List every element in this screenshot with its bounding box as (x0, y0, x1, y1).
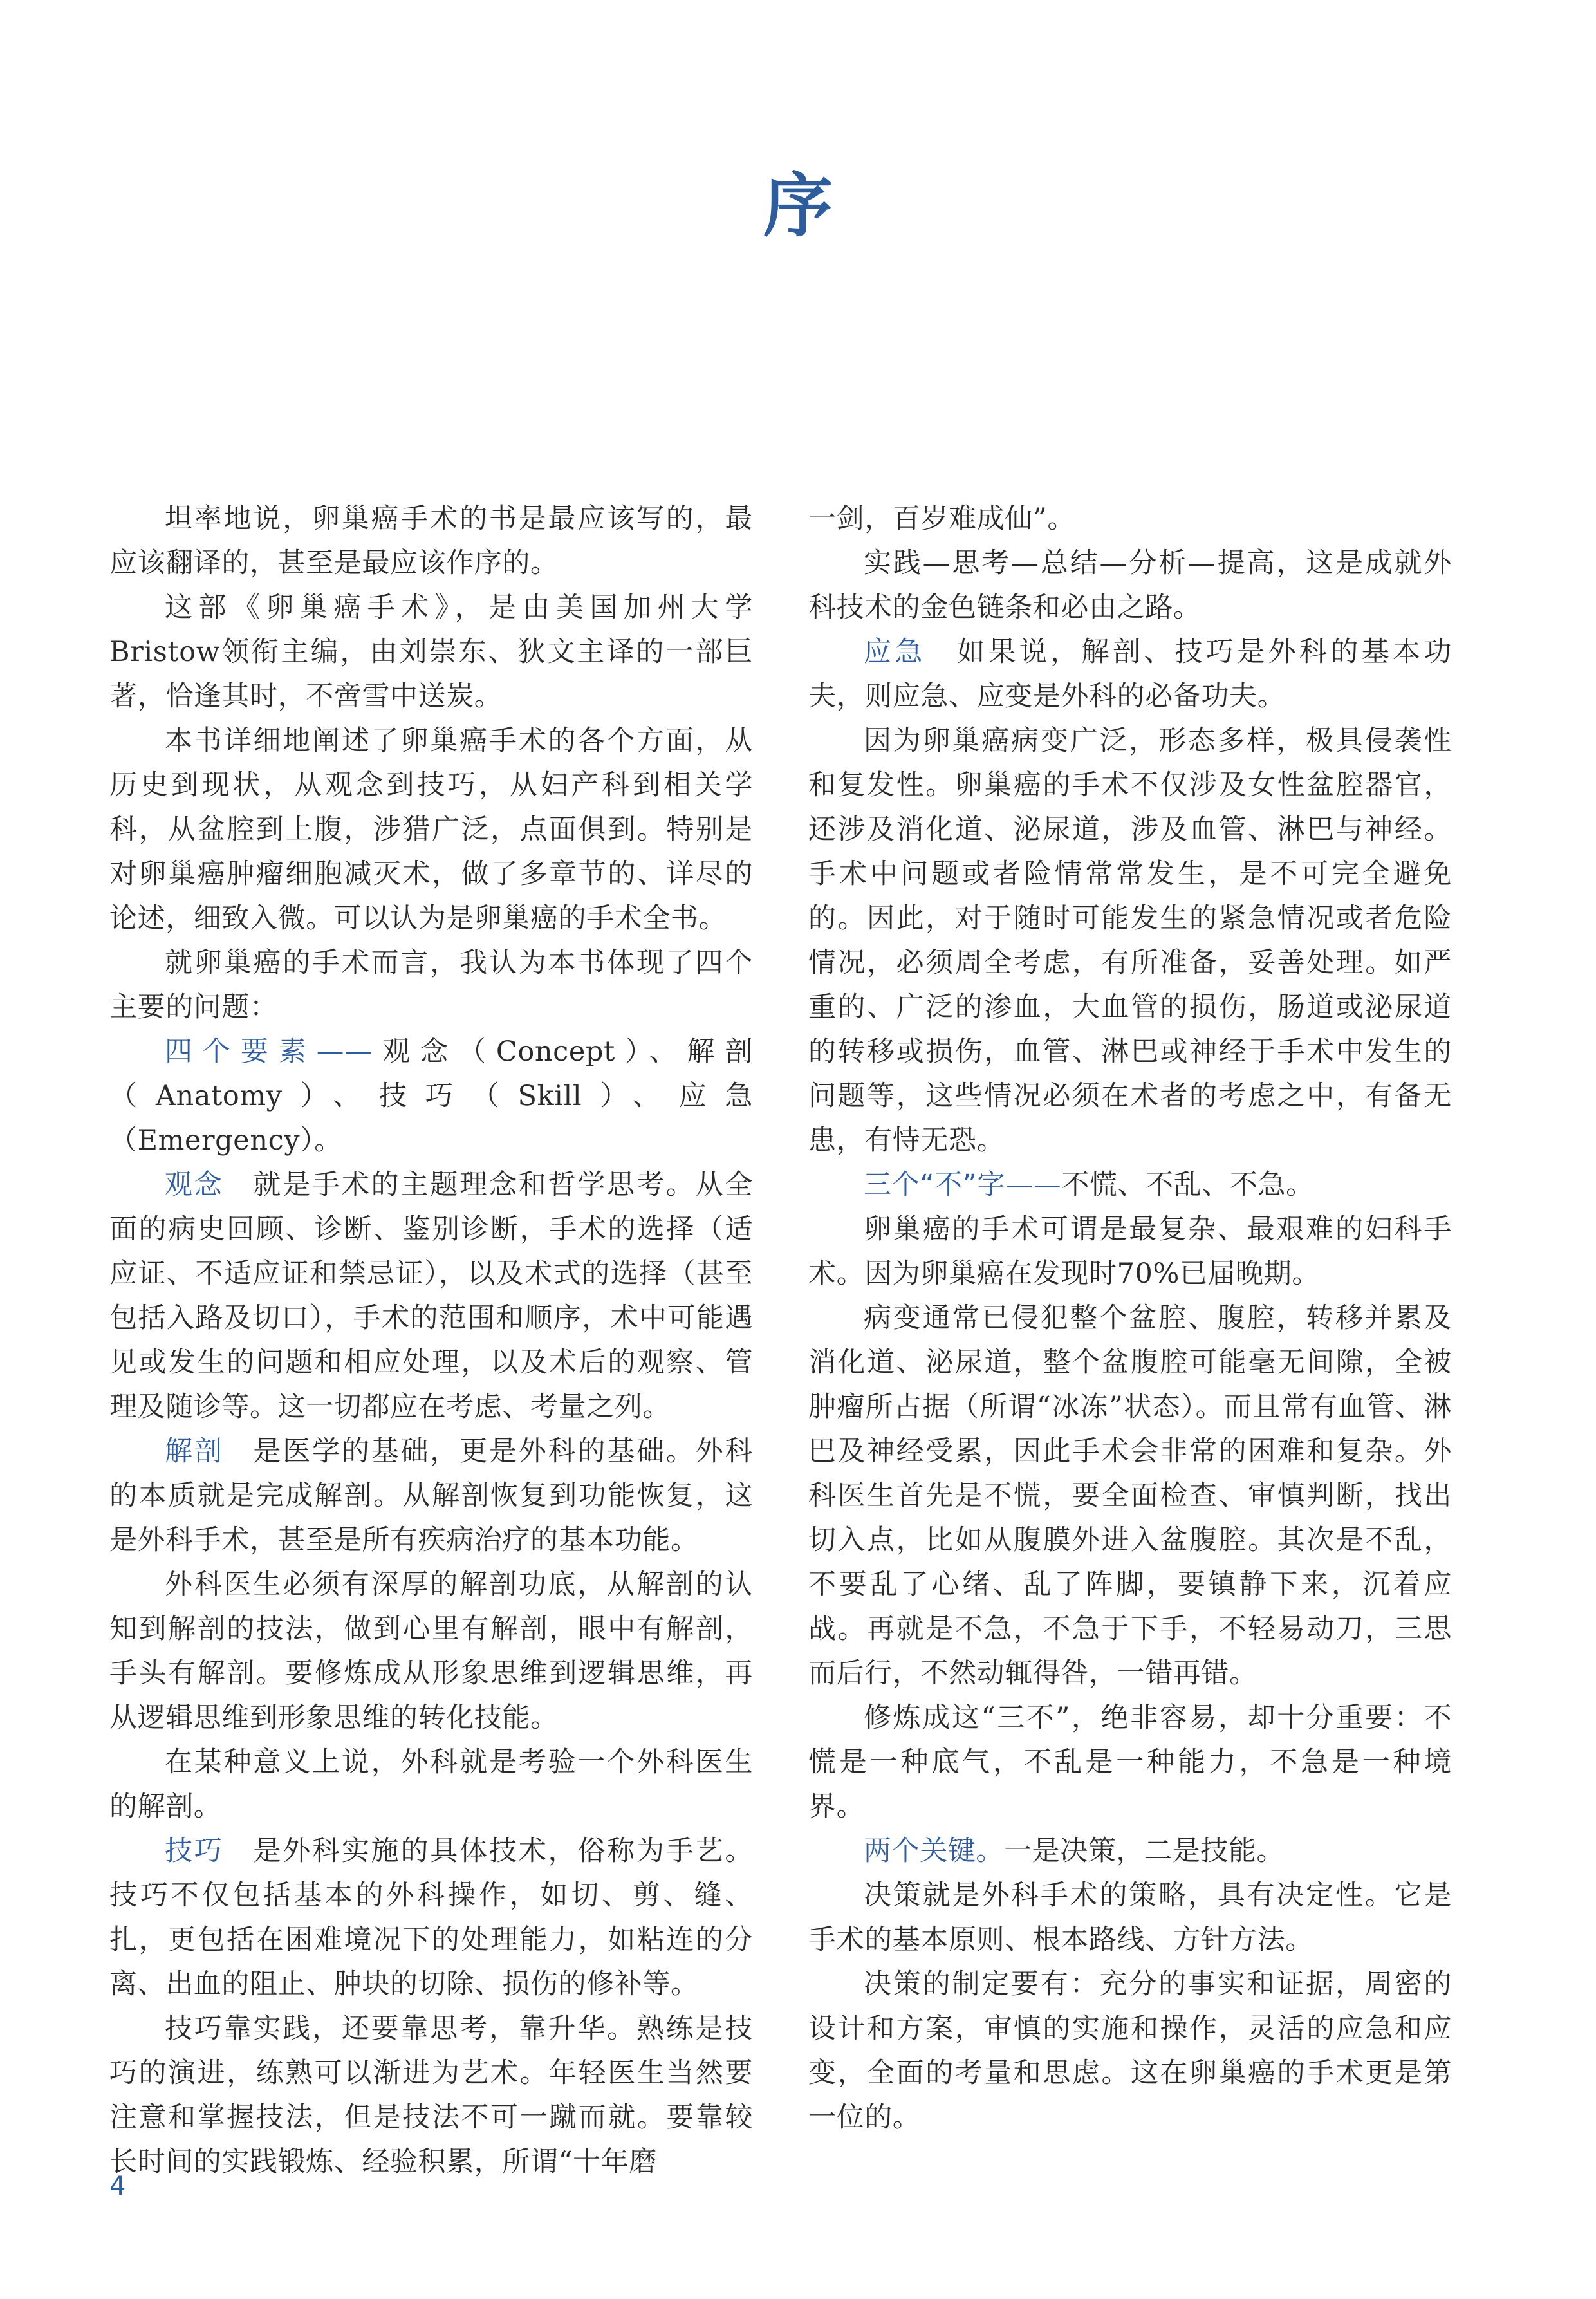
paragraph-text: 就是手术的主题理念和哲学思考。从全面的病史回顾、诊断、鉴别诊断，手术的选择（适应证、不适应证和禁忌证），以及术式的选择（甚至包括入路及切口），手术的范围和顺序，术中可能遇见或发生的问题和相应处理，以及术后的观察、管理及随诊等。这一切都应在考虑、考量之列。 (109, 1169, 753, 1423)
paragraph (109, 1030, 753, 1163)
paragraph (109, 1829, 753, 2007)
paragraph-text: 坦率地说，卵巢癌手术的书是最应该写的，最应该翻译的，甚至是最应该作序的。 (109, 503, 753, 579)
paragraph-text: 外科医生必须有深厚的解剖功底，从解剖的认知到解剖的技法，做到心里有解剖，眼中有解剖，手头有解剖。要修炼成从形象思维到逻辑思维，再从逻辑思维到形象思维的转化技能。 (109, 1568, 753, 1734)
paragraph-text: 实践—思考—总结—分析—提高，这是成就外科技术的金色链条和必由之路。 (808, 547, 1452, 624)
paragraph-text: 病变通常已侵犯整个盆腔、腹腔，转移并累及消化道、泌尿道，整个盆腹腔可能毫无间隙，全被肿瘤所占据（所谓“冰冻”状态）。而且常有血管、淋巴及神经受累，因此手术会非常的困难和复杂。外科医生首先是不慌，要全面检查、审慎判断，找出切入点，比如从腹膜外进入盆腹腔。其次是不乱，不要乱了心绪、乱了阵脚，要镇静下来，沉着应战。再就是不急，不急于下手，不轻易动刀，三思而后行，不然动辄得咎，一错再错。 (808, 1302, 1452, 1689)
paragraph (109, 1563, 753, 1740)
paragraph (808, 1829, 1452, 1874)
paragraph (109, 719, 753, 941)
paragraph-text: 就卵巢癌的手术而言，我认为本书体现了四个主要的问题： (109, 947, 753, 1023)
paragraph (109, 2007, 753, 2184)
paragraph-text: 技巧靠实践，还要靠思考，靠升华。熟练是技巧的演进，练熟可以渐进为艺术。年轻医生当然要注意和掌握技法，但是技法不可一蹴而就。要靠较长时间的实践锻炼、经验积累，所谓“十年磨 (109, 2013, 753, 2178)
paragraph (109, 586, 753, 719)
paragraph (808, 497, 1452, 541)
paragraph (109, 1429, 753, 1563)
paragraph-text: 是医学的基础，更是外科的基础。外科的本质就是完成解剖。从解剖恢复到功能恢复，这是外科手术，甚至是所有疾病治疗的基本功能。 (109, 1435, 753, 1556)
paragraph (808, 1163, 1452, 1207)
paragraph-text: 决策的制定要有：充分的事实和证据，周密的设计和方案，审慎的实施和操作，灵活的应急和应变，全面的考量和思虑。这在卵巢癌的手术更是第一位的。 (808, 1968, 1452, 2134)
section-keyword: 应急 (864, 636, 926, 668)
section-keyword: 四个要素—— (165, 1036, 373, 1068)
section-keyword: 三个“不”字—— (864, 1169, 1062, 1201)
paragraph-text: 一是决策，二是技能。 (1004, 1835, 1285, 1867)
paragraph (808, 1207, 1452, 1296)
section-keyword: 观念 (165, 1169, 224, 1201)
right-column (808, 497, 1452, 2140)
paragraph (109, 1740, 753, 1829)
section-keyword: 解剖 (165, 1435, 224, 1467)
paragraph (808, 1296, 1452, 1696)
paragraph (808, 1962, 1452, 2140)
section-keyword: 技巧 (165, 1835, 224, 1867)
paragraph-text: 如果说，解剖、技巧是外科的基本功夫，则应急、应变是外科的必备功夫。 (808, 636, 1452, 712)
paragraph-text: 决策就是外科手术的策略，具有决定性。它是手术的基本原则、根本路线、方针方法。 (808, 1879, 1452, 1956)
paragraph (808, 719, 1452, 1163)
paragraph (808, 630, 1452, 719)
paragraph-text: 一剑，百岁难成仙”。 (808, 503, 1075, 535)
paragraph (109, 497, 753, 586)
paragraph-text: 因为卵巢癌病变广泛，形态多样，极具侵袭性和复发性。卵巢癌的手术不仅涉及女性盆腔器官，还涉及消化道、泌尿道，涉及血管、淋巴与神经。手术中问题或者险情常常发生，是不可完全避免的。因此，对于随时可能发生的紧急情况或者危险情况，必须周全考虑，有所准备，妥善处理。如严重的、广泛的渗血，大血管的损伤，肠道或泌尿道的转移或损伤，血管、淋巴或神经于手术中发生的问题等，这些情况必须在术者的考虑之中，有备无患，有恃无恐。 (808, 725, 1452, 1157)
paragraph (808, 541, 1452, 630)
paragraph-text: 卵巢癌的手术可谓是最复杂、最艰难的妇科手术。因为卵巢癌在发现时70%已届晚期。 (808, 1213, 1452, 1290)
paragraph-text: 这部《卵巢癌手术》，是由美国加州大学Bristow领衔主编，由刘崇东、狄文主译的一部巨著，恰逢其时，不啻雪中送炭。 (109, 591, 753, 712)
paragraph (109, 1163, 753, 1429)
paragraph-text: 观念（Concept）、解剖（Anatomy）、技巧（Skill）、应急（Emergency）。 (109, 1036, 753, 1157)
section-keyword: 两个关键。 (864, 1835, 1004, 1867)
paragraph-text: 本书详细地阐述了卵巢癌手术的各个方面，从历史到现状，从观念到技巧，从妇产科到相关学科，从盆腔到上腹，涉猎广泛，点面俱到。特别是对卵巢癌肿瘤细胞减灭术，做了多章节的、详尽的论述，细致入微。可以认为是卵巢癌的手术全书。 (109, 725, 753, 935)
paragraph (109, 941, 753, 1030)
page-number: 4 (109, 2172, 126, 2201)
paragraph-text: 是外科实施的具体技术，俗称为手艺。技巧不仅包括基本的外科操作，如切、剪、缝、扎，更包括在困难境况下的处理能力，如粘连的分离、出血的阻止、肿块的切除、损伤的修补等。 (109, 1835, 753, 2000)
paragraph (808, 1696, 1452, 1829)
paragraph (808, 1874, 1452, 1962)
left-column (109, 497, 753, 2184)
paragraph-text: 不慌、不乱、不急。 (1061, 1169, 1314, 1201)
paragraph-text: 修炼成这“三不”，绝非容易，却十分重要：不慌是一种底气，不乱是一种能力，不急是一种境界。 (808, 1702, 1452, 1823)
page-title: 序 (763, 165, 833, 247)
paragraph-text: 在某种意义上说，外科就是考验一个外科医生的解剖。 (109, 1746, 753, 1823)
